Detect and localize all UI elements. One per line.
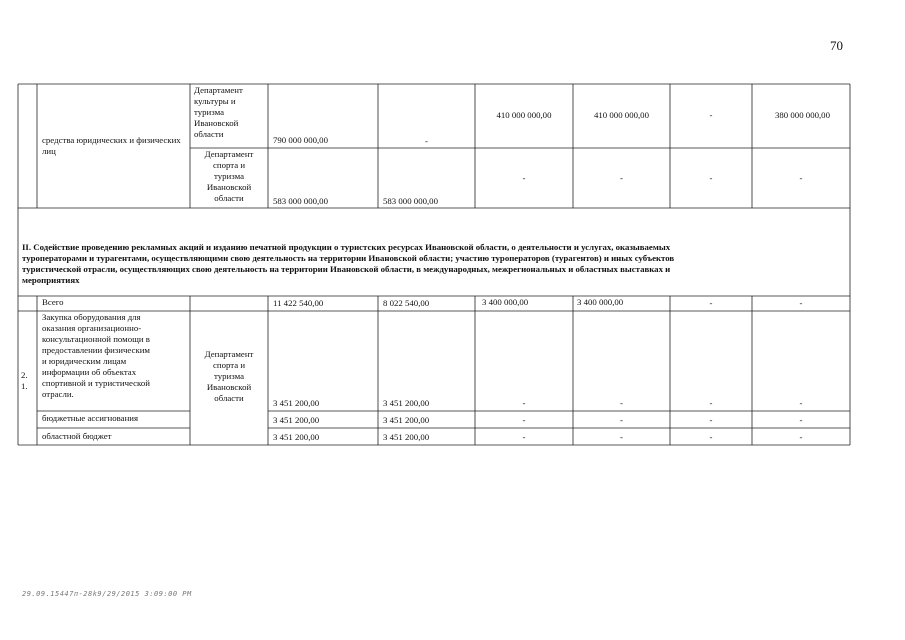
item-row-2017: - (620, 398, 623, 408)
budget-allocations-2018: - (709, 415, 713, 425)
source-label: средства юридических и физических лиц (42, 135, 181, 156)
total-2015: 8 022 540,00 (383, 298, 430, 308)
sport-2015: 583 000 000,00 (383, 196, 438, 206)
culture-2018: - (709, 110, 713, 120)
sport-2016: - (522, 173, 526, 183)
item-row-2018: - (709, 398, 713, 408)
culture-total: 790 000 000,00 (273, 135, 328, 145)
regional-budget-total: 3 451 200,00 (273, 432, 320, 442)
budget-allocations-label: бюджетные ассигнования (42, 413, 139, 423)
total-label: Всего (42, 297, 64, 307)
total-2016: 3 400 000,00 (482, 297, 529, 307)
section-heading: II. Содействие проведению рекламных акций и изданию печатной продукции о туристских ресурсах Ивановской области, о деятельности и услугах, оказываемых туроператорами и турагентами, осуществляющими свою деятельность на территории Ивановской области; участию туроператоров (турагентов) и иных субъектов туристической отрасли, осуществляющих свою деятельность на территории Ивановской области, в международных, межрегиональных и областных выставках и мероприятиях (22, 242, 675, 285)
item-row-2016: - (522, 398, 526, 408)
item-row-2019: - (799, 398, 803, 408)
dept-culture: Департамент культуры и туризма Ивановской области (194, 85, 243, 139)
total-2017: 3 400 000,00 (577, 297, 624, 307)
regional-budget-2015: 3 451 200,00 (383, 432, 430, 442)
item-dept: Департамент спорта и туризма Ивановской области (204, 349, 254, 403)
sport-2019: - (799, 173, 803, 183)
page-number: 70 (830, 38, 843, 53)
item-row-2015: 3 451 200,00 (383, 398, 430, 408)
item-name: Закупка оборудования для оказания организационно- консультационной помощи в предоставлении физическим и юридическим лицам информации об объектах спортивной и туристической отрасли. (42, 312, 150, 399)
sport-2017: - (620, 173, 623, 183)
total-2019: - (799, 298, 803, 308)
document-footer: 29.09.15447п-28k9/29/2015 3:09:00 PM (22, 590, 192, 598)
regional-budget-2019: - (799, 432, 803, 442)
budget-allocations-2015: 3 451 200,00 (383, 415, 430, 425)
culture-2016: 410 000 000,00 (496, 110, 552, 120)
total-sum: 11 422 540,00 (273, 298, 324, 308)
regional-budget-label: областной бюджет (42, 431, 112, 441)
sport-total: 583 000 000,00 (273, 196, 328, 206)
budget-allocations-2017: - (620, 415, 623, 425)
budget-allocations-2019: - (799, 415, 803, 425)
regional-budget-2018: - (709, 432, 713, 442)
total-2018: - (709, 298, 713, 308)
regional-budget-2016: - (522, 432, 526, 442)
culture-2017: 410 000 000,00 (594, 110, 649, 120)
culture-2015: - (425, 136, 428, 146)
regional-budget-2017: - (620, 432, 623, 442)
budget-allocations-total: 3 451 200,00 (273, 415, 320, 425)
sport-2018: - (709, 173, 713, 183)
budget-allocations-2016: - (522, 415, 526, 425)
item-number: 2. 1. (21, 370, 28, 391)
dept-sport: Департамент спорта и туризма Ивановской области (204, 149, 254, 203)
item-row-total: 3 451 200,00 (273, 398, 320, 408)
culture-2019: 380 000 000,00 (775, 110, 830, 120)
